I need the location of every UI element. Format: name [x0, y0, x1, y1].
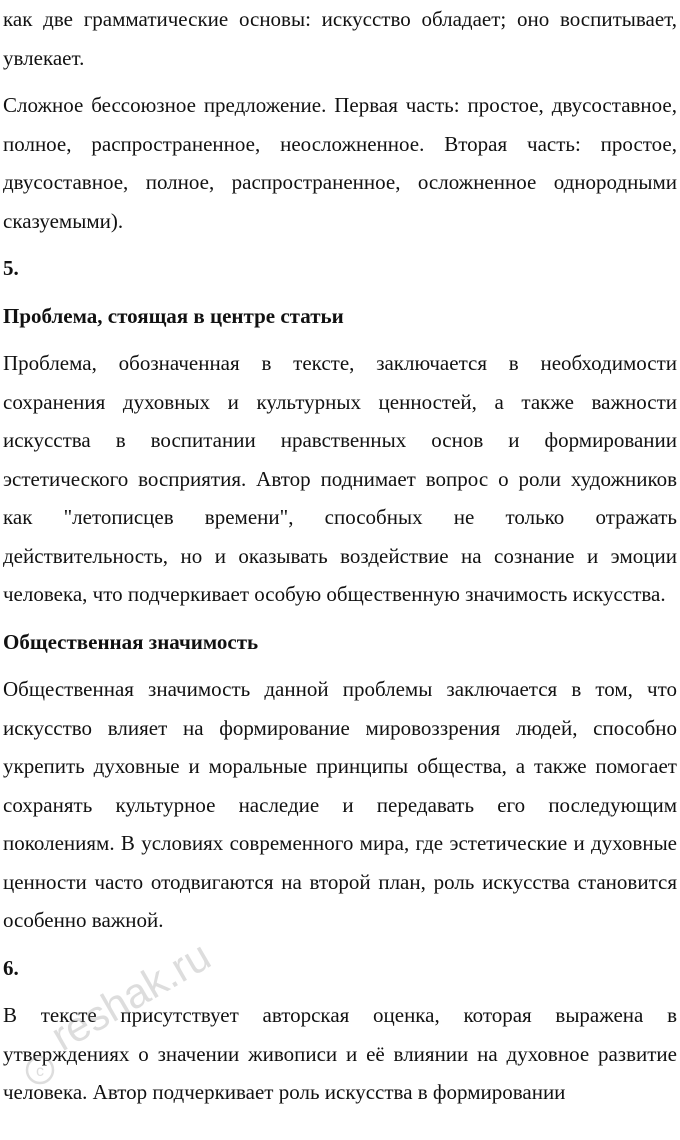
watermark-text: reshak.ru: [43, 931, 219, 1060]
section-number-6: 6.: [3, 955, 19, 980]
document-page: [3, 0, 677, 1112]
svg-text:c: c: [36, 1063, 44, 1080]
heading-central-problem: Проблема, стоящая в центре статьи: [3, 303, 344, 328]
heading-social-significance: Общественная значимость: [3, 629, 259, 654]
section-number-5: 5.: [3, 256, 19, 280]
paragraph-author-evaluation: В тексте присутствует авторская оценка, которая выражена в утверждениях о значении живописи и её влиянии на духовное развитие человека. Автор подчеркивает роль искусства в формировании: [3, 1003, 677, 1104]
paragraph-significance: Общественная значимость данной проблемы заключается в том, что искусство влияет на формирование мировоззрения людей, способно укрепить духовные и моральные принципы общества, а также помогает сохранять культурное наследие и передавать его последующим поколениям. В условиях современного мира, где эстетические и духовные ценности часто отодвигаются на второй план, роль искусства становится особенно важной.: [3, 677, 677, 932]
paragraph-sentence-analysis: Сложное бессоюзное предложение. Первая часть: простое, двусоставное, полное, распространенное, неосложненное. Вторая часть: простое, двусоставное, полное, распространенное, осложненное однородными сказуемыми).: [3, 93, 677, 233]
paragraph-grammar-bases: как две грамматические основы: искусство обладает; оно воспитывает, увлекает.: [3, 7, 677, 70]
paragraph-problem: Проблема, обозначенная в тексте, заключается в необходимости сохранения духовных и культурных ценностей, а также важности искусства в воспитании нравственных основ и формировании эстетического восприятия. Автор поднимает вопрос о роли художников как "летописцев времени", способных не только отражать действительность, но и оказывать воздействие на сознание и эмоции человека, что подчеркивает особую общественную значимость искусства.: [3, 351, 677, 606]
